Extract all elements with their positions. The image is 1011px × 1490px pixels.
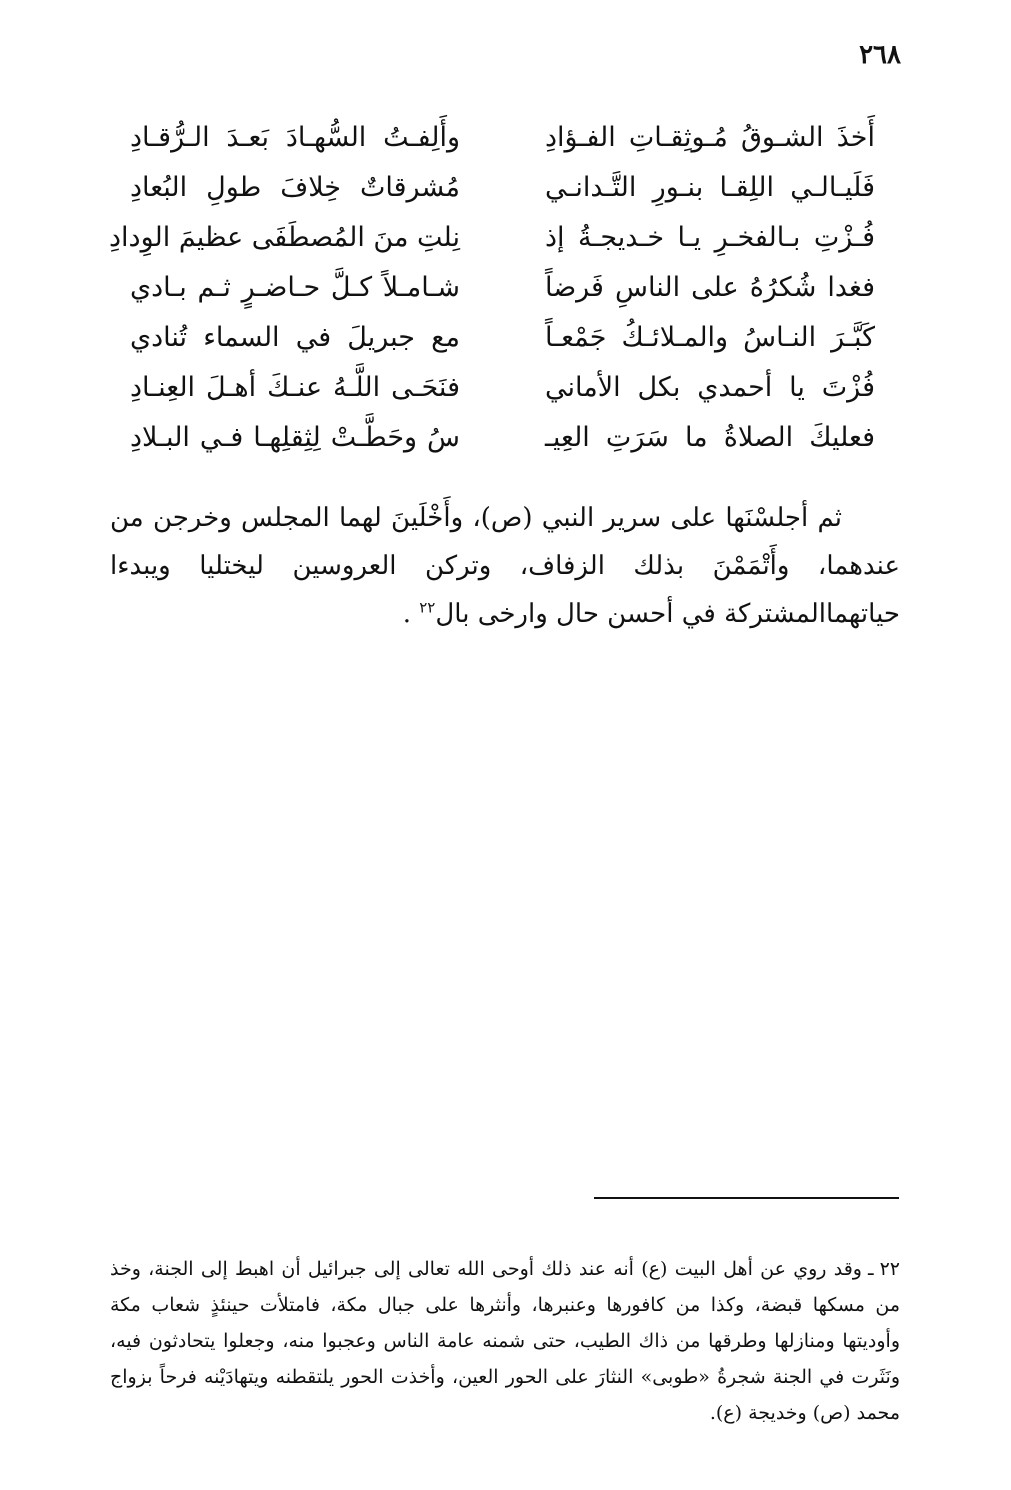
verse-first-hemistich: فعليكَ الصلاةُ ما سَرَتِ العِيـ (545, 421, 875, 453)
poem-verse (130, 162, 875, 212)
poem (109, 112, 875, 462)
verse-second-hemistich: مع جبريلَ في السماء تُنادي (130, 321, 460, 353)
footnote-reference: ٢٢ (419, 598, 436, 617)
verse-second-hemistich: فنَحَـى اللَّـهُ عنـكَ أهـلَ العِنـادِ (130, 371, 460, 403)
prose-paragraph (110, 494, 900, 638)
page-number: ٢٦٨ (859, 40, 901, 70)
verse-first-hemistich: كَبَّـرَ النـاسُ والمـلائـكُ جَمْعـاً (545, 321, 875, 353)
footnote-text: وقد روي عن أهل البيت (ع) أنه عند ذلك أوحى الله تعالى إلى جبرائيل أن اهبط إلى الجنة، وخذ من مسكها قبضة، وكذا من كافورها وعنبرها، وأنثرها على جبال مكة، فامتلأت حينئذٍ شعاب مكة وأوديتها ومنازلها وطرقها من ذاك الطيب، حتى شمنه عامة الناس وعجبوا منه، وجعلوا يتحادثون فيه، ونَثَرت في الجنة شجرةُ «طوبى» النثارَ على الحور العين، وأخذت الحور يلتقطنه ويتهادَيْنه فرحاً بزواج محمد (ص) وخديجة (ع). (110, 1258, 900, 1424)
verse-second-hemistich: وأَلِفـتُ السُّهـادَ بَعـدَ الـرُّقـادِ (130, 121, 460, 153)
poem-verse (130, 412, 875, 462)
verse-second-hemistich: شـامـلاً كـلَّ حـاضـرٍ ثـم بـادي (130, 271, 460, 303)
poem-verse (130, 262, 875, 312)
footnote (110, 1251, 900, 1431)
prose-text: ثم أجلسْنَها على سرير النبي (ص)، وأَخْلَينَ لهما المجلس وخرجن من عندهما، وأَتْمَمْنَ بذلك الزفاف، وتركن العروسين ليختليا ويبدءا حياتهماالمشتركة في أحسن حال وارخى بال (110, 503, 900, 629)
verse-second-hemistich: نِلتِ منَ المُصطَفَى عظيمَ الوِدادِ (109, 221, 460, 253)
poem-verse (130, 312, 875, 362)
verse-first-hemistich: فُـزْتِ بـالفخـرِ يـا خـديجـةُ إذ (545, 221, 875, 253)
poem-verse (109, 212, 875, 262)
verse-second-hemistich: سُ وحَطَّـتْ لِثِقلِهـا فـي البـلادِ (130, 421, 460, 453)
verse-second-hemistich: مُشرقاتٌ خِلافَ طولِ البُعادِ (130, 171, 460, 203)
verse-first-hemistich: أَخذَ الشـوقُ مُـوثِقـاتِ الفـؤادِ (545, 121, 875, 153)
prose-end: . (402, 599, 411, 629)
verse-first-hemistich: فغدا شُكرُهُ على الناسِ فَرضاً (545, 271, 875, 303)
poem-verse (130, 362, 875, 412)
verse-first-hemistich: فُزْتَ يا أحمدي بكل الأماني (545, 371, 875, 403)
footnote-number: ٢٢ ـ (867, 1258, 900, 1280)
footnote-divider (594, 1197, 899, 1199)
poem-verse (130, 112, 875, 162)
verse-first-hemistich: فَلَيـالـي اللِقـا بنـورِ التَّـدانـي (545, 171, 875, 203)
